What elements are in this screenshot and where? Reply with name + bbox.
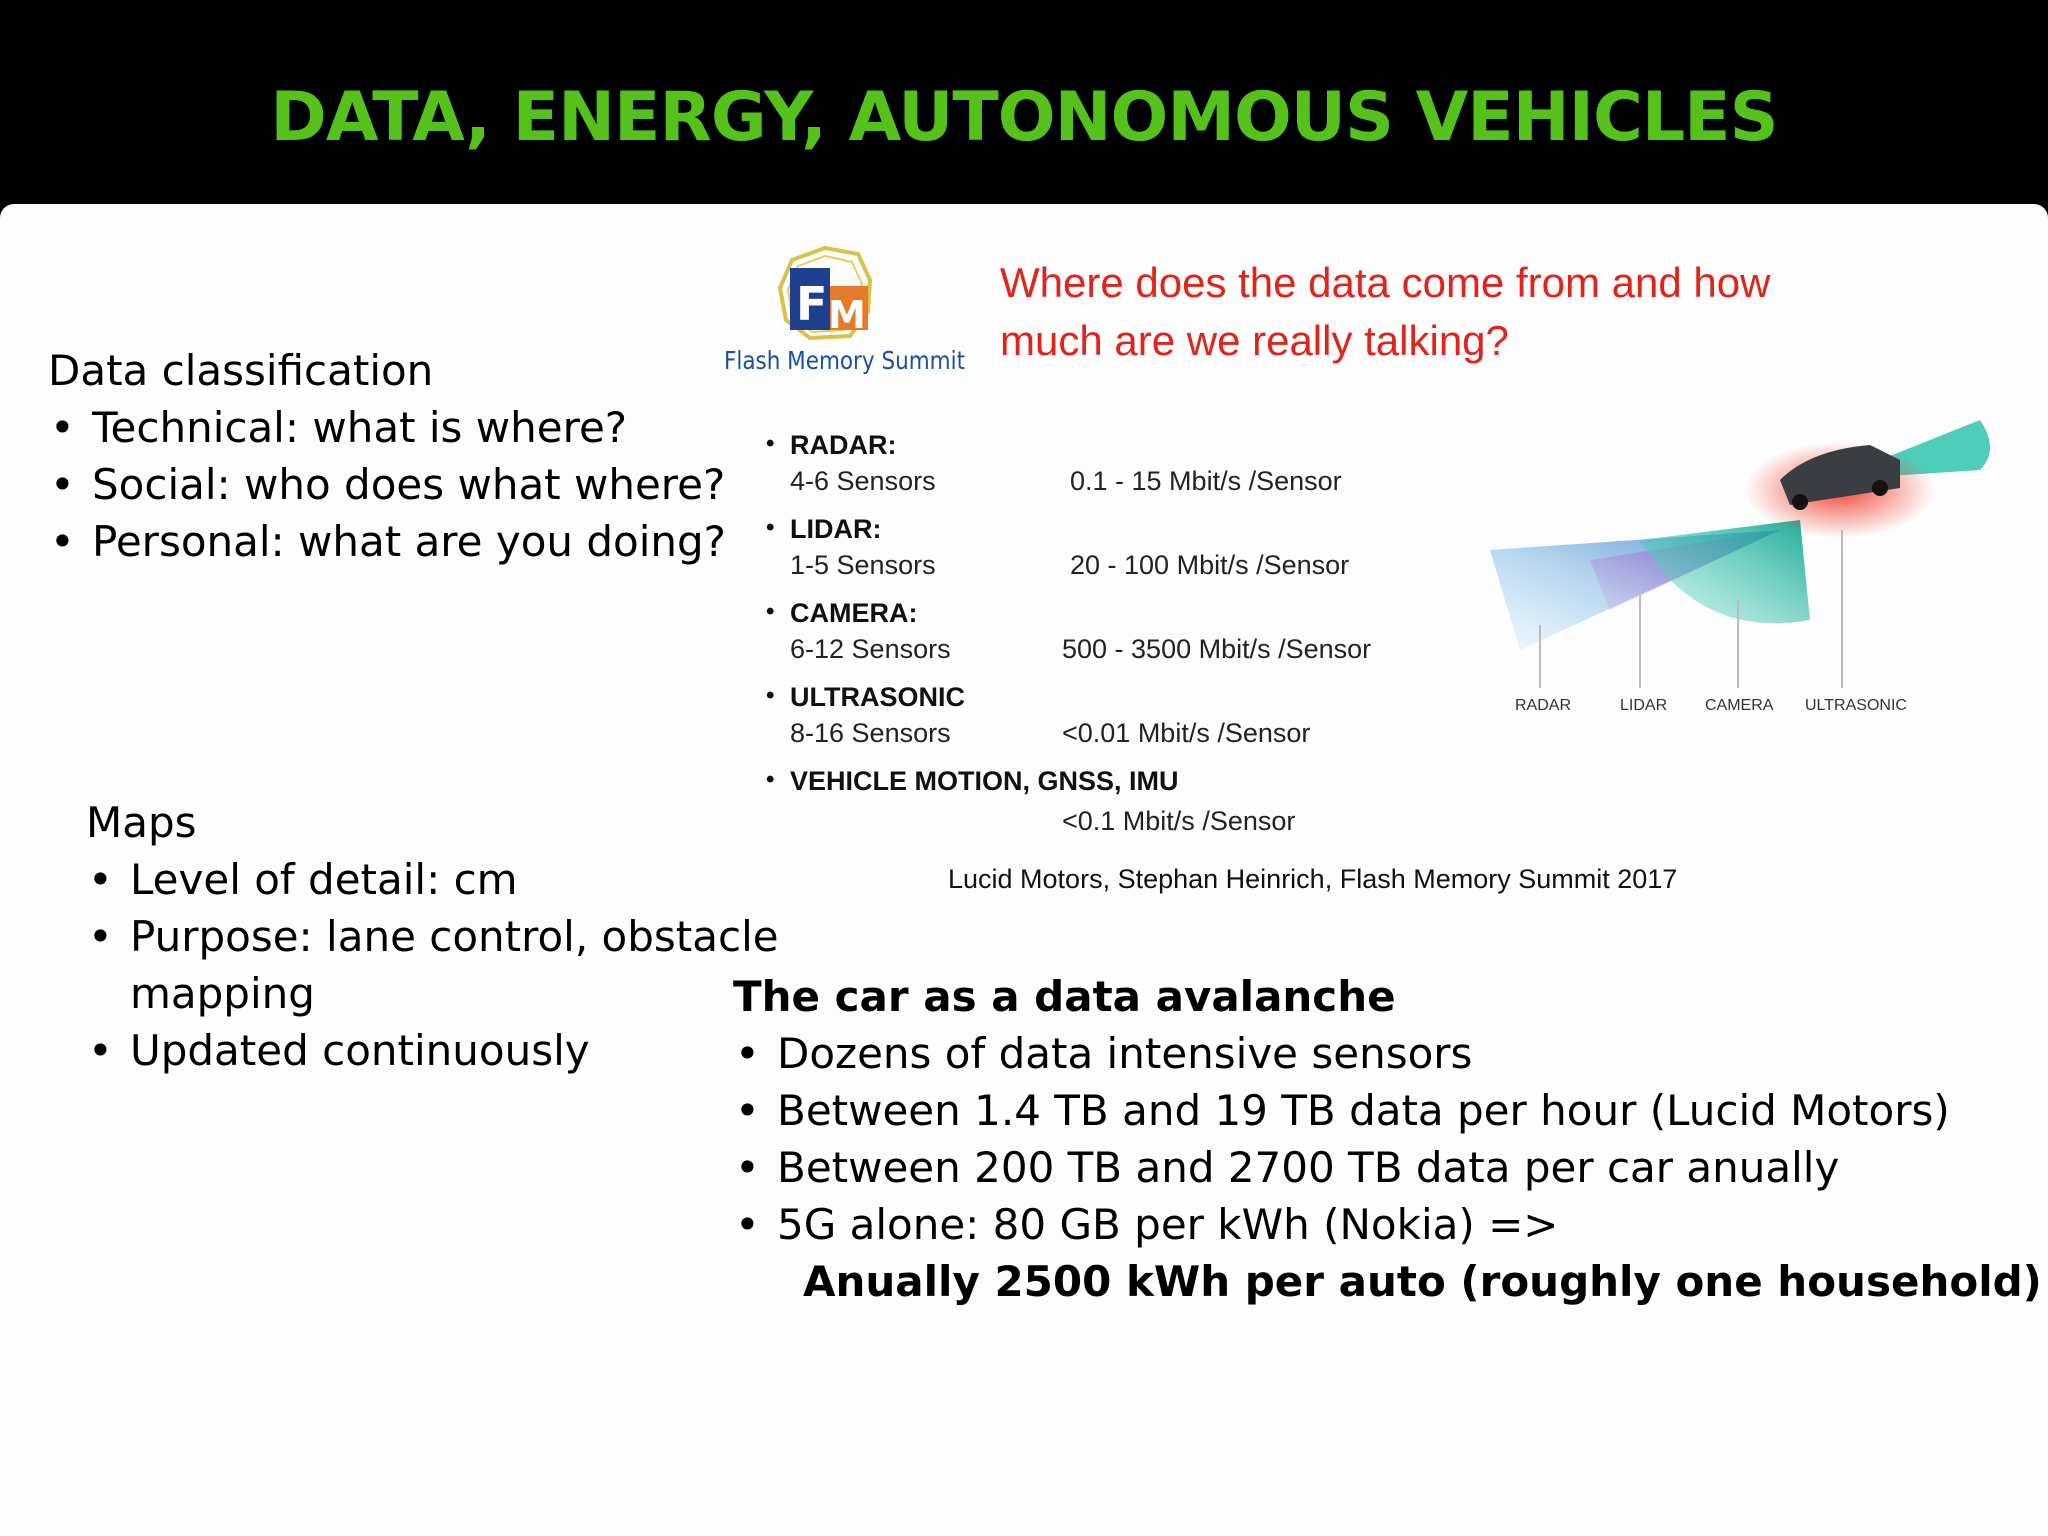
sensor-count: 4-6 Sensors: [790, 466, 936, 496]
sensor-name: • ULTRASONIC: [790, 682, 965, 713]
svg-text:F: F: [796, 277, 828, 331]
data-classification-heading: Data classification: [48, 346, 434, 395]
graphic-label: CAMERA: [1705, 697, 1774, 714]
list-item: • Technical: what is where?: [48, 399, 726, 456]
figure-question-line: much are we really talking?: [1000, 317, 1509, 364]
graphic-label: ULTRASONIC: [1805, 697, 1907, 714]
logo-caption: Flash Memory Summit: [724, 346, 966, 375]
data-avalanche-block: [733, 968, 2042, 1310]
data-avalanche-heading: The car as a data avalanche: [733, 972, 1396, 1021]
list-item: • Purpose: lane control, obstacle: [86, 908, 779, 965]
list-item: • Social: who does what where?: [48, 456, 726, 513]
sensor-coverage-graphic: [1480, 410, 2000, 740]
sensor-data-figure: [710, 230, 2010, 910]
list-item: • Updated continuously: [86, 1022, 779, 1079]
sensor-name: • RADAR:: [790, 430, 896, 461]
svg-text:M: M: [828, 293, 866, 337]
slide-header: [0, 0, 2048, 204]
sensor-rate: 500 - 3500 Mbit/s /Sensor: [1062, 634, 1372, 664]
sensor-rate: 0.1 - 15 Mbit/s /Sensor: [1070, 466, 1342, 496]
list-item: • 5G alone: 80 GB per kWh (Nokia) =>: [733, 1196, 2042, 1253]
list-item-continuation: mapping: [130, 969, 315, 1018]
sensor-rate: 20 - 100 Mbit/s /Sensor: [1070, 550, 1350, 580]
figure-question-line: Where does the data come from and how: [1000, 259, 1771, 306]
maps-list: [86, 851, 779, 1079]
sensor-rate: <0.01 Mbit/s /Sensor: [1062, 718, 1311, 748]
list-item: • Between 200 TB and 2700 TB data per car anually: [733, 1139, 2042, 1196]
slide-title: DATA, ENERGY, AUTONOMOUS VEHICLES: [270, 78, 1778, 157]
list-item: • Between 1.4 TB and 19 TB data per hour (Lucid Motors): [733, 1082, 2042, 1139]
list-item: • Personal: what are you doing?: [48, 513, 726, 570]
graphic-label: LIDAR: [1620, 697, 1668, 714]
list-item: • Level of detail: cm: [86, 851, 779, 908]
graphic-label: RADAR: [1515, 697, 1572, 714]
figure-citation: Lucid Motors, Stephan Heinrich, Flash Memory Summit 2017: [948, 864, 1678, 894]
list-item: • Dozens of data intensive sensors: [733, 1025, 2042, 1082]
data-avalanche-list: [733, 1025, 2042, 1253]
sensor-count: 6-12 Sensors: [790, 634, 951, 664]
energy-conclusion: Anually 2500 kWh per auto (roughly one household): [803, 1257, 2042, 1306]
sensor-count: 1-5 Sensors: [790, 550, 936, 580]
camera-beam: [1640, 520, 1810, 623]
sensor-name: • CAMERA:: [790, 598, 918, 629]
maps-block: [86, 794, 779, 1079]
maps-heading: Maps: [86, 798, 197, 847]
sensor-name: • LIDAR:: [790, 514, 881, 545]
sensor-rate: <0.1 Mbit/s /Sensor: [1062, 806, 1296, 836]
data-classification-block: [48, 342, 726, 570]
data-classification-list: [48, 399, 726, 570]
figure-question: [1000, 254, 1960, 370]
sensor-name: • VEHICLE MOTION, GNSS, IMU: [790, 766, 1179, 797]
sensor-count: 8-16 Sensors: [790, 718, 951, 748]
